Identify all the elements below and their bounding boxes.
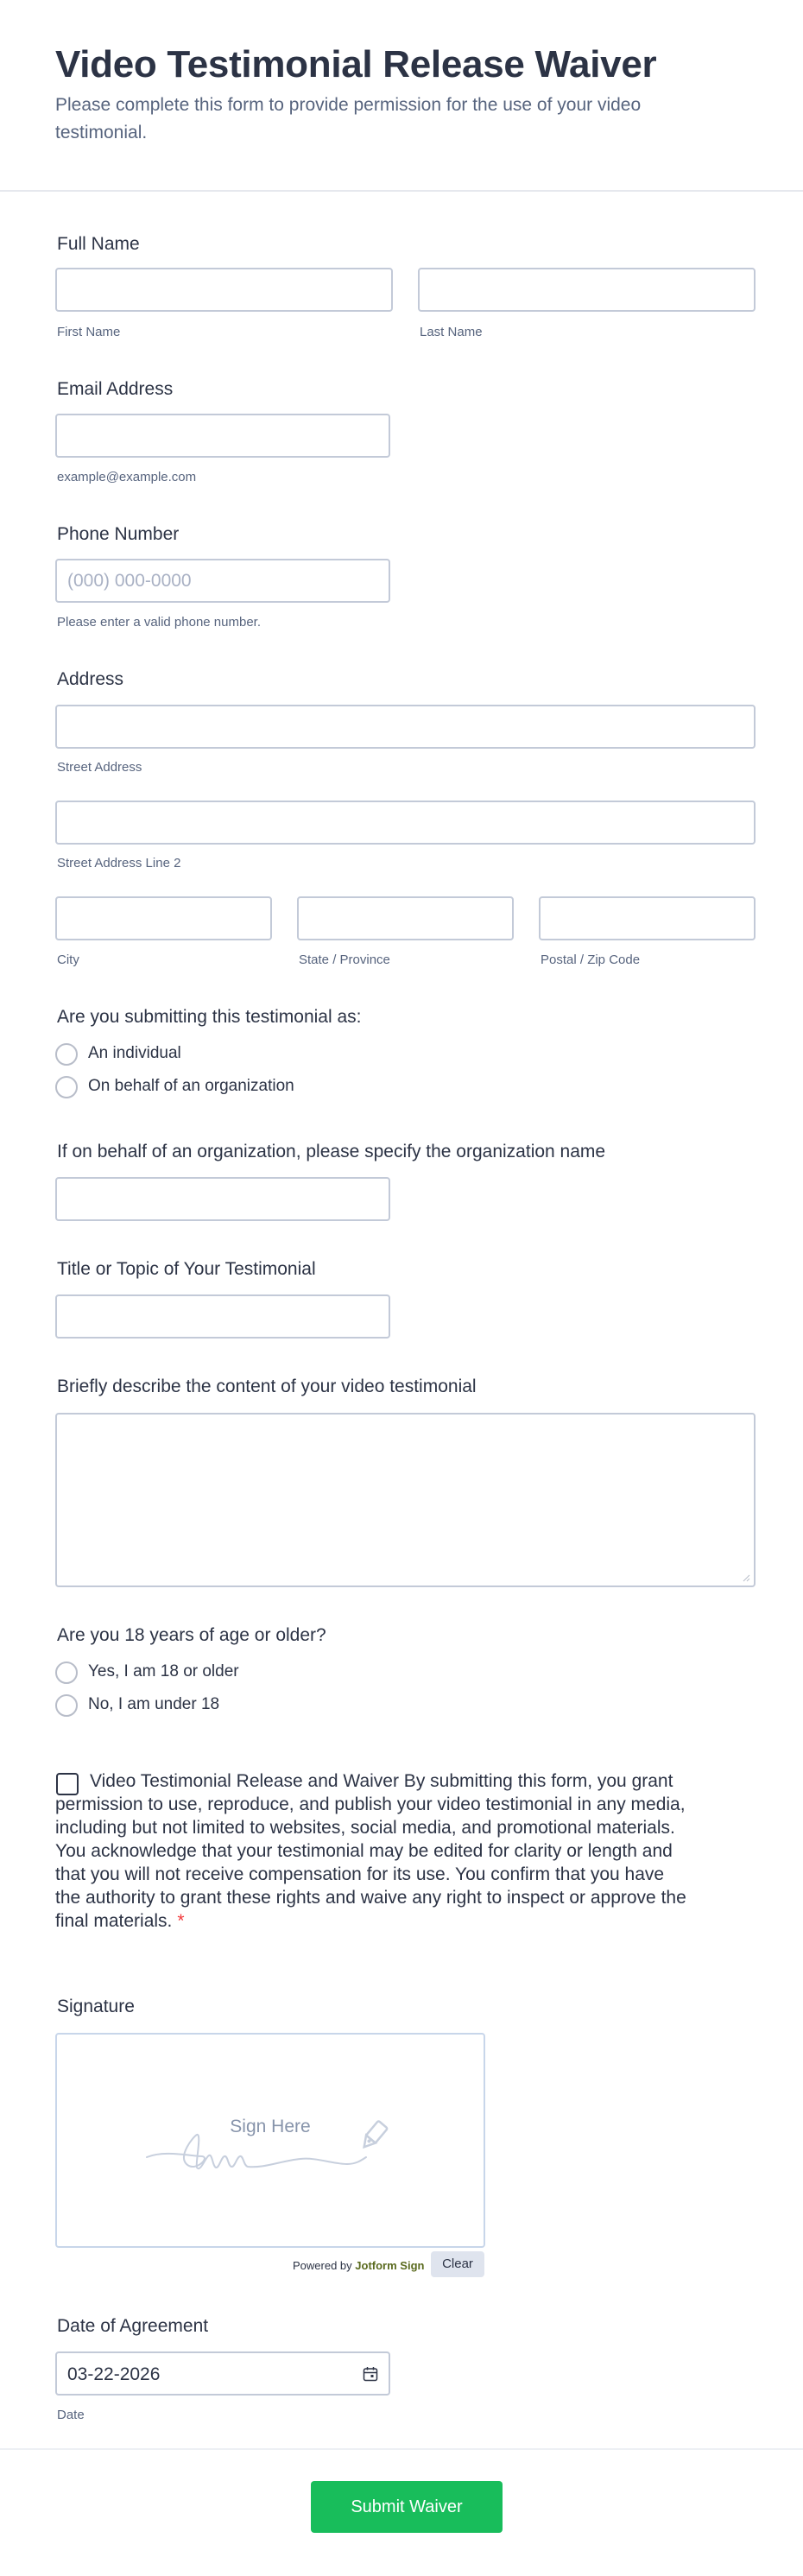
street-address-line2-sublabel: Street Address Line 2	[57, 856, 181, 870]
radio-button[interactable]	[55, 1694, 78, 1717]
radio-button[interactable]	[55, 1043, 78, 1066]
last-name-sublabel: Last Name	[420, 325, 483, 339]
full-name-label: Full Name	[57, 234, 140, 254]
jotform-sign-brand: Jotform Sign	[355, 2259, 425, 2272]
submit-button[interactable]: Submit Waiver	[311, 2481, 503, 2533]
age-label: Are you 18 years of age or older?	[57, 1625, 326, 1645]
radio-label: On behalf of an organization	[88, 1077, 294, 1095]
resize-handle-icon[interactable]	[742, 1573, 750, 1582]
required-asterisk: *	[177, 1911, 185, 1931]
city-sublabel: City	[57, 953, 79, 967]
signature-scribble-icon	[57, 2035, 484, 2246]
date-sublabel: Date	[57, 2408, 85, 2422]
state-input[interactable]	[297, 896, 514, 940]
email-input[interactable]	[55, 414, 390, 458]
zip-sublabel: Postal / Zip Code	[541, 953, 641, 967]
radio-label: Yes, I am 18 or older	[88, 1662, 239, 1680]
form-header	[0, 0, 803, 192]
phone-placeholder: (000) 000-0000	[67, 571, 192, 591]
footer-divider	[0, 2448, 803, 2450]
testimonial-title-label: Title or Topic of Your Testimonial	[57, 1259, 316, 1279]
description-textarea[interactable]	[55, 1413, 756, 1587]
signature-label: Signature	[57, 1997, 135, 2016]
powered-by-prefix: Powered by	[293, 2259, 352, 2272]
organization-input[interactable]	[55, 1177, 390, 1221]
calendar-icon[interactable]	[363, 2366, 378, 2382]
waiver-text-block	[55, 1769, 694, 1933]
phone-input[interactable]	[55, 559, 390, 603]
description-label: Briefly describe the content of your video testimonial	[57, 1377, 477, 1396]
zip-input[interactable]	[539, 896, 756, 940]
clear-signature-button[interactable]: Clear	[431, 2251, 484, 2277]
form-title: Video Testimonial Release Waiver	[55, 43, 657, 85]
date-input[interactable]	[55, 2351, 390, 2396]
form-subtitle: Please complete this form to provide permission for the use of your video testimonial.	[55, 95, 642, 142]
email-label: Email Address	[57, 379, 174, 399]
phone-label: Phone Number	[57, 524, 180, 544]
state-sublabel: State / Province	[299, 953, 390, 967]
submitting-as-label: Are you submitting this testimonial as:	[57, 1007, 362, 1027]
city-input[interactable]	[55, 896, 272, 940]
last-name-input[interactable]	[418, 268, 756, 312]
radio-label: No, I am under 18	[88, 1695, 220, 1713]
radio-label: An individual	[88, 1044, 181, 1062]
testimonial-title-input[interactable]	[55, 1294, 390, 1339]
powered-by	[293, 2259, 424, 2272]
address-label: Address	[57, 669, 124, 689]
phone-sublabel: Please enter a valid phone number.	[57, 615, 261, 630]
radio-button[interactable]	[55, 1076, 78, 1098]
street-address-sublabel: Street Address	[57, 760, 142, 775]
street-address-input[interactable]	[55, 705, 756, 749]
radio-button[interactable]	[55, 1661, 78, 1684]
street-address-line2-input[interactable]	[55, 801, 756, 845]
first-name-input[interactable]	[55, 268, 393, 312]
organization-label: If on behalf of an organization, please specify the organization name	[57, 1142, 606, 1161]
signature-pad[interactable]	[55, 2033, 485, 2248]
sign-here-placeholder: Sign Here	[230, 2117, 311, 2136]
first-name-sublabel: First Name	[57, 325, 121, 339]
date-value: 03-22-2026	[67, 2364, 161, 2384]
email-sublabel: example@example.com	[57, 470, 197, 484]
date-label: Date of Agreement	[57, 2316, 209, 2336]
waiver-text: Video Testimonial Release and Waiver By submitting this form, you grant permission to use, reproduce, and publish your video testimonial in any media, including but not limited to websites, social media, and promotional materials. You acknowledge that your testimonial may be edited for clarity or length and that you will not receive compensation for its use. You confirm that you have the authority to grant these rights and waive any right to inspect or approve the final materials.	[55, 1771, 686, 1931]
